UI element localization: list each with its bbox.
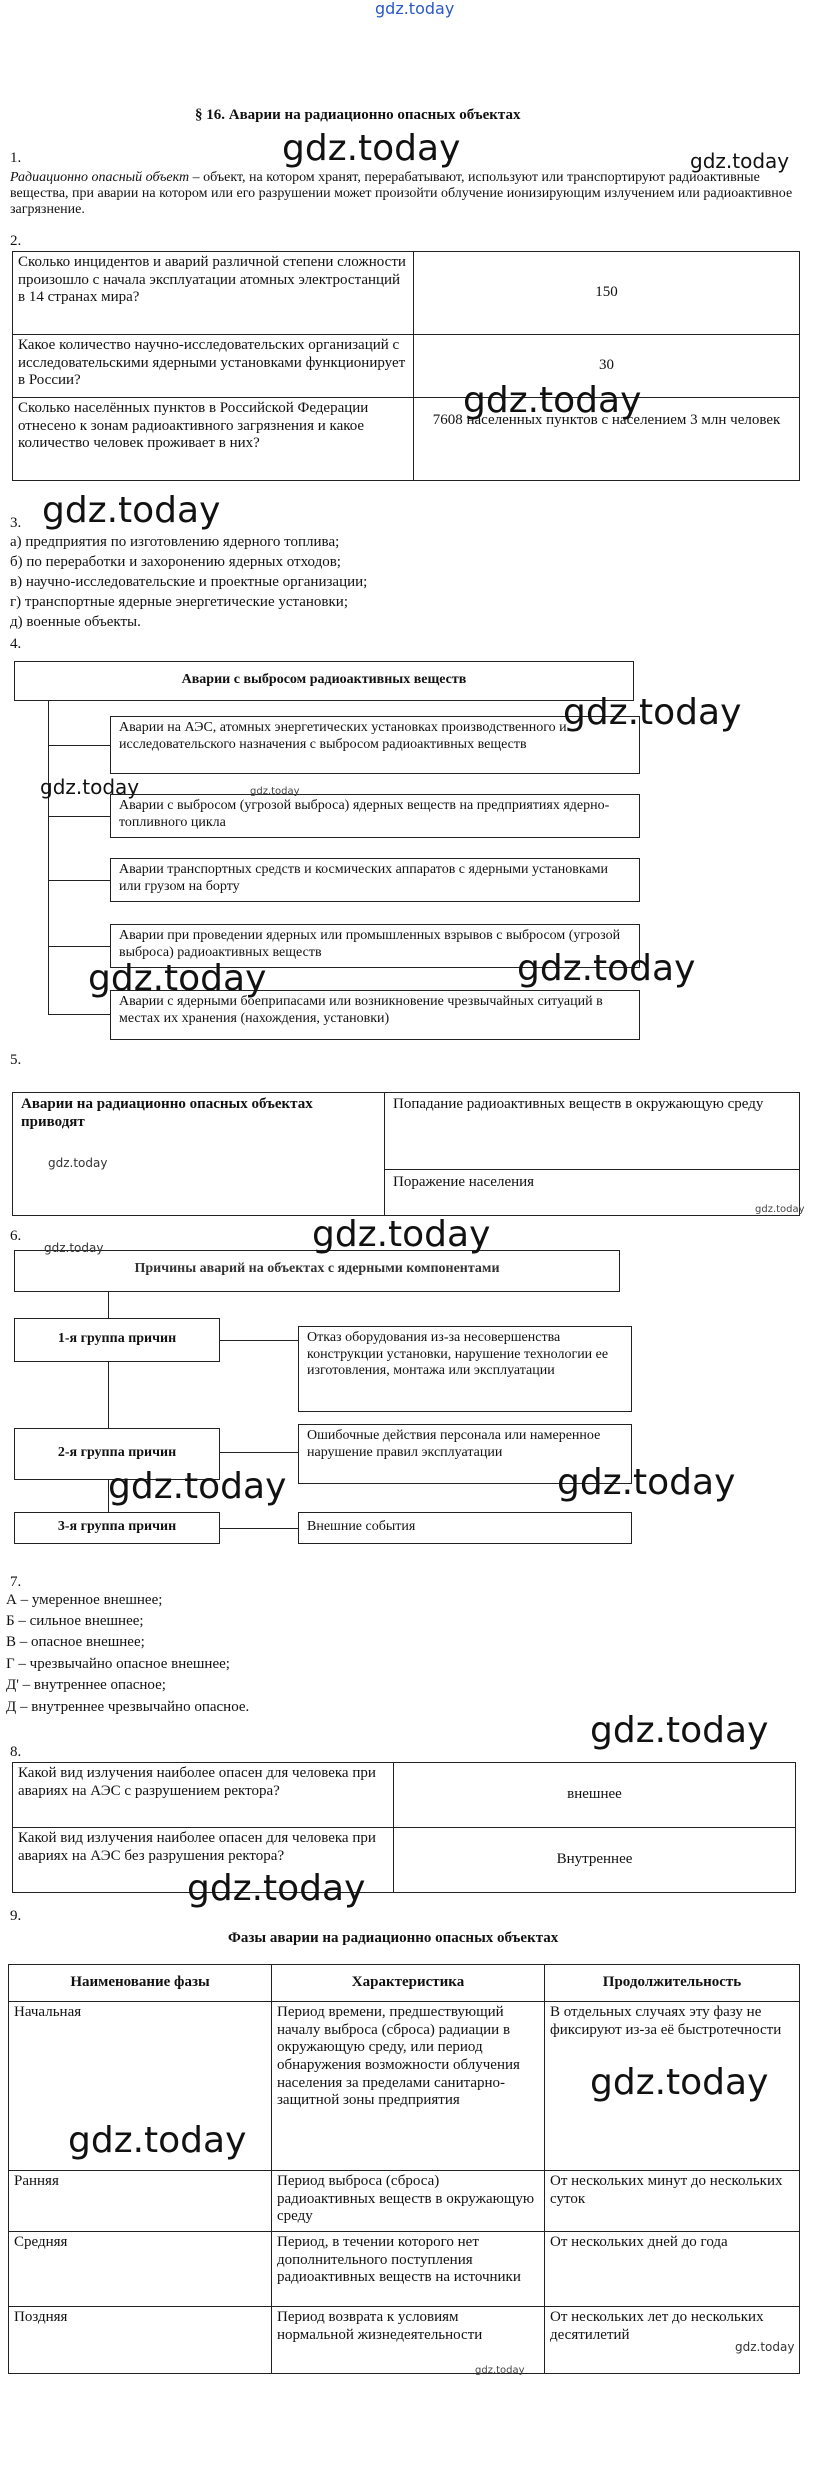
cause-group-box: 2-я группа причин xyxy=(14,1428,220,1480)
table-row xyxy=(9,2307,800,2374)
watermark: gdz.today xyxy=(250,786,300,797)
connector-line xyxy=(220,1528,298,1529)
watermark: gdz.today xyxy=(463,380,642,421)
watermark: gdz.today xyxy=(40,775,140,799)
list-item: Д – внутреннее чрезвычайно опасное. xyxy=(6,1699,250,1715)
diagram-root-box: Аварии с выбросом радиоактивных веществ xyxy=(14,661,634,701)
table-row xyxy=(13,398,800,481)
diagram-trunk-line xyxy=(48,701,49,1015)
connector-line xyxy=(48,880,110,881)
connector-line xyxy=(108,1292,109,1318)
cause-desc-box: Внешние события xyxy=(298,1512,632,1544)
answer-cell: 150 xyxy=(414,252,800,335)
answer-cell: 30 xyxy=(414,335,800,398)
table-header-row xyxy=(9,1965,800,2002)
watermark: gdz.today xyxy=(187,1868,366,1909)
connector-line xyxy=(220,1340,298,1341)
watermark: gdz.today xyxy=(108,1466,287,1507)
phase-cell: Начальная xyxy=(9,2002,272,2171)
phase-cell: Средняя xyxy=(9,2232,272,2307)
table-row xyxy=(13,335,800,398)
cause-desc-box: Отказ оборудования из-за несовершенства конструкции установки, нарушение технологии ее изготовления, монтажа или эксплуатации xyxy=(298,1326,632,1412)
cause-group-box: 1-я группа причин xyxy=(14,1318,220,1362)
watermark: gdz.today xyxy=(590,2062,769,2103)
table-row xyxy=(13,1763,796,1828)
watermark: gdz.today xyxy=(48,1156,108,1170)
diagram-item-box: Аварии с ядерными боеприпасами или возникновение чрезвычайных ситуаций в местах их хранения (нахождения, установки) xyxy=(110,990,640,1040)
answer-cell: внешнее xyxy=(394,1763,796,1828)
section-1-definition: – объект, на котором хранят, перерабатывают, используют или транспортируют радиоактивные вещества, при аварии на котором или его разрушении может произойти облучение ионизирующим излучением или радиоактивное загрязнение. xyxy=(10,170,793,218)
duration-cell: От нескольких дней до года xyxy=(545,2232,800,2307)
section-5-right-box: Поражение населения xyxy=(384,1169,800,1216)
connector-line xyxy=(48,1014,110,1015)
list-item: А – умеренное внешнее; xyxy=(6,1592,163,1608)
table-row xyxy=(9,2171,800,2232)
connector-line xyxy=(48,946,110,947)
cause-desc-box: Ошибочные действия персонала или намеренное нарушение правил эксплуатации xyxy=(298,1424,632,1484)
section-9-title: Фазы аварии на радиационно опасных объектах xyxy=(228,1930,559,1946)
list-item: б) по переработки и захоронению ядерных отходов; xyxy=(10,554,341,570)
connector-line xyxy=(108,1362,109,1428)
watermark: gdz.today xyxy=(735,2340,795,2354)
section-6-title-box: Причины аварий на объектах с ядерными компонентами xyxy=(14,1250,620,1292)
watermark: gdz.today xyxy=(517,948,696,989)
watermark: gdz.today xyxy=(557,1462,736,1503)
answer-cell: Внутреннее xyxy=(394,1828,796,1893)
section-1-term: Радиационно опасный объект xyxy=(10,170,190,185)
section-7-number: 7. xyxy=(10,1574,22,1590)
question-cell: Какое количество научно-исследовательских организаций с исследовательскими ядерными установками функционирует в России? xyxy=(13,335,414,398)
section-1-text xyxy=(10,170,795,218)
question-cell: Какой вид излучения наиболее опасен для человека при авариях на АЭС с разрушением ректора? xyxy=(13,1763,394,1828)
list-item: Г – чрезвычайно опасное внешнее; xyxy=(6,1656,230,1672)
column-header: Продолжительность xyxy=(545,1965,800,2002)
section-5-number: 5. xyxy=(10,1052,22,1068)
characteristic-cell: Период выброса (сброса) радиоактивных веществ в окружающую среду xyxy=(272,2171,545,2232)
list-item: Д' – внутреннее опасное; xyxy=(6,1677,166,1693)
question-cell: Сколько инцидентов и аварий различной степени сложности произошло с начала эксплуатации атомных электростанций в 14 странах мира? xyxy=(13,252,414,335)
diagram-item-box: Аварии с выбросом (угрозой выброса) ядерных веществ на предприятиях ядерно-топливного цикла xyxy=(110,794,640,838)
duration-cell: От нескольких минут до нескольких суток xyxy=(545,2171,800,2232)
connector-line xyxy=(48,745,110,746)
list-item: В – опасное внешнее; xyxy=(6,1634,145,1650)
watermark: gdz.today xyxy=(44,1241,104,1255)
diagram-item-box: Аварии на АЭС, атомных энергетических установках производственного и исследовательского назначения с выбросом радиоактивных веществ xyxy=(110,716,640,774)
section-2-number: 2. xyxy=(10,233,22,249)
section-5-left-box: Аварии на радиационно опасных объектах приводят xyxy=(12,1092,385,1216)
duration-cell: В отдельных случаях эту фазу не фиксируют из-за её быстротечности xyxy=(545,2002,800,2171)
phases-table xyxy=(8,1964,800,2374)
diagram-item-box: Аварии транспортных средств и космических аппаратов с ядерными установками или грузом на борту xyxy=(110,858,640,902)
section-5-right-box: Попадание радиоактивных веществ в окружающую среду xyxy=(384,1092,800,1170)
characteristic-cell: Период времени, предшествующий началу выброса (сброса) радиации в окружающую среду, или период обнаружения возможности облучения населения за пределами санитарно-защитной зоны предприятия xyxy=(272,2002,545,2171)
characteristic-cell: Период, в течении которого нет дополнительного поступления радиоактивных веществ на источники xyxy=(272,2232,545,2307)
table-row xyxy=(9,2232,800,2307)
section-8-number: 8. xyxy=(10,1744,22,1760)
watermark-top: gdz.today xyxy=(375,0,455,18)
cause-group-box: 3-я группа причин xyxy=(14,1512,220,1544)
watermark: gdz.today xyxy=(42,490,221,531)
watermark: gdz.today xyxy=(312,1214,491,1255)
connector-line xyxy=(48,816,110,817)
watermark: gdz.today xyxy=(563,692,742,733)
section-8-table xyxy=(12,1762,796,1893)
list-item: г) транспортные ядерные энергетические установки; xyxy=(10,594,348,610)
section-1-number: 1. xyxy=(10,150,22,166)
section-3-number: 3. xyxy=(10,515,22,531)
phase-cell: Поздняя xyxy=(9,2307,272,2374)
section-6-number: 6. xyxy=(10,1228,22,1244)
watermark: gdz.today xyxy=(690,149,790,173)
watermark: gdz.today xyxy=(68,2120,247,2161)
list-item: Б – сильное внешнее; xyxy=(6,1613,144,1629)
column-header: Характеристика xyxy=(272,1965,545,2002)
phase-cell: Ранняя xyxy=(9,2171,272,2232)
section-4-number: 4. xyxy=(10,636,22,652)
list-item: д) военные объекты. xyxy=(10,614,141,630)
list-item: в) научно-исследовательские и проектные организации; xyxy=(10,574,368,590)
connector-line xyxy=(220,1452,298,1453)
watermark: gdz.today xyxy=(88,958,267,999)
answer-cell: 7608 населенных пунктов с населением 3 млн человек xyxy=(414,398,800,481)
question-cell: Какой вид излучения наиболее опасен для человека при авариях на АЭС без разрушения ректора? xyxy=(13,1828,394,1893)
duration-cell: От нескольких лет до нескольких десятилетий xyxy=(545,2307,800,2374)
list-item: а) предприятия по изготовлению ядерного топлива; xyxy=(10,534,340,550)
watermark: gdz.today xyxy=(590,1710,769,1751)
characteristic-cell: Период возврата к условиям нормальной жизнедеятельности xyxy=(272,2307,545,2374)
table-row xyxy=(13,1828,796,1893)
page-title: § 16. Аварии на радиационно опасных объектах xyxy=(195,107,521,123)
diagram-item-box: Аварии при проведении ядерных или промышленных взрывов с выбросом (угрозой выброса) радиоактивных веществ xyxy=(110,924,640,968)
column-header: Наименование фазы xyxy=(9,1965,272,2002)
question-cell: Сколько населённых пунктов в Российской Федерации отнесено к зонам радиоактивного загрязнения и какое количество человек проживает в них? xyxy=(13,398,414,481)
watermark: gdz.today xyxy=(755,1204,805,1215)
watermark: gdz.today xyxy=(475,2365,525,2376)
table-row xyxy=(13,252,800,335)
section-2-table xyxy=(12,251,800,481)
section-9-number: 9. xyxy=(10,1908,22,1924)
watermark: gdz.today xyxy=(282,128,461,169)
